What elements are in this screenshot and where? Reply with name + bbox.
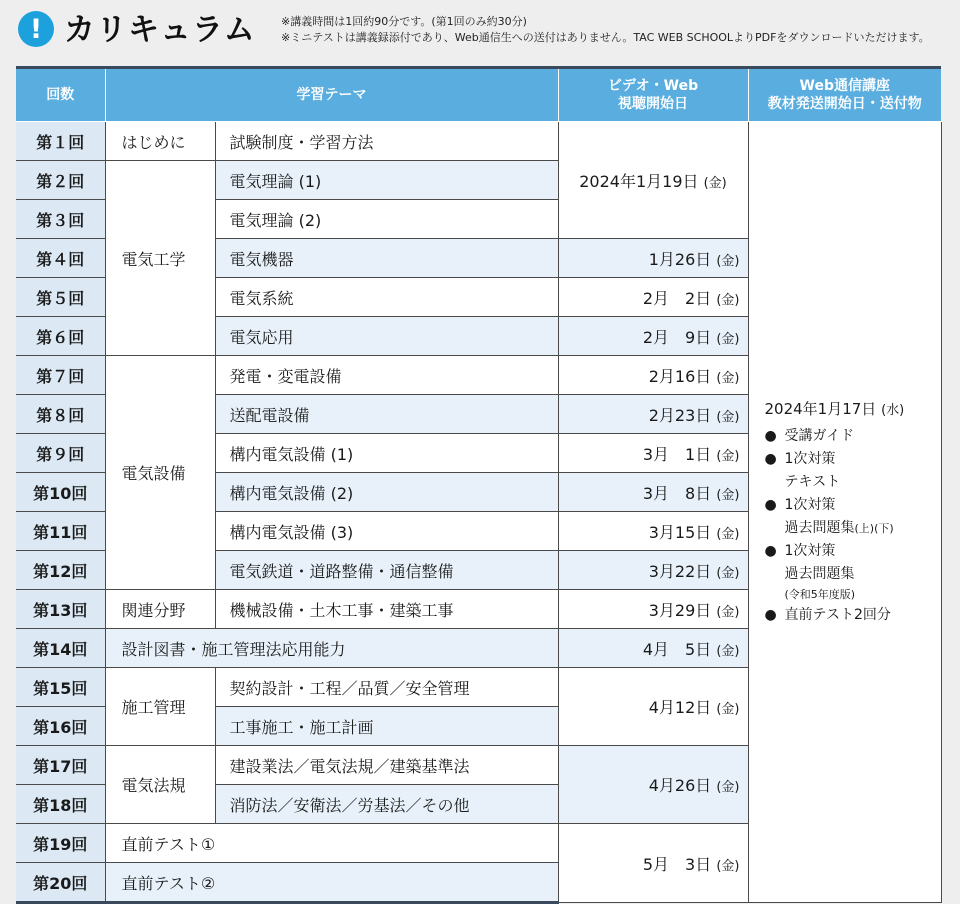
row-date-suffix: (金) — [716, 858, 740, 874]
web-materials — [748, 122, 941, 903]
note-1: ※講義時間は1回約90分です。(第1回のみ約30分) — [281, 15, 527, 28]
row-num: 第10回 — [16, 473, 105, 512]
row-date-suffix: (金) — [716, 331, 740, 347]
header-video-date — [558, 68, 748, 122]
row-num: 第16回 — [16, 707, 105, 746]
curriculum-table — [16, 66, 942, 904]
row-date — [558, 746, 748, 824]
row-num: 第８回 — [16, 395, 105, 434]
web-item — [765, 604, 941, 627]
row-date-suffix: (金) — [716, 253, 740, 269]
row-date-suffix: (金) — [716, 780, 740, 795]
row-date-value: 3月15日 — [648, 522, 712, 542]
row-category: はじめに — [105, 122, 215, 161]
row-num: 第14回 — [16, 629, 105, 668]
row-date-value: 4月 5日 — [642, 639, 712, 659]
row-date-value: 3月 1日 — [642, 444, 712, 464]
header-web-line2: 教材発送開始日・送付物 — [767, 96, 922, 112]
row-num: 第６回 — [16, 317, 105, 356]
row-date-value: 2月 9日 — [642, 327, 712, 347]
row-date-suffix: (金) — [716, 526, 740, 542]
row-date — [558, 356, 748, 395]
row-theme: 試験制度・学習方法 — [215, 122, 558, 161]
row-date-value: 2024年1月19日 — [579, 171, 699, 191]
web-item-line2: 過去問題集 — [784, 565, 855, 582]
row-num: 第１回 — [16, 122, 105, 161]
row-theme: 直前テスト② — [105, 863, 558, 903]
web-item-volumes: (上)(下) — [854, 521, 894, 535]
row-theme: 消防法／安衛法／労基法／その他 — [215, 785, 558, 824]
row-date — [558, 590, 748, 629]
row-date-value: 4月26日 — [648, 776, 712, 795]
row-date — [558, 824, 748, 903]
exclamation-icon: ! — [18, 11, 54, 47]
row-theme: 構内電気設備 (3) — [215, 512, 558, 551]
row-theme: 発電・変電設備 — [215, 356, 558, 395]
row-theme: 電気系統 — [215, 278, 558, 317]
row-theme: 工事施工・施工計画 — [215, 707, 558, 746]
row-date-suffix: (金) — [716, 448, 740, 464]
row-category: 電気設備 — [105, 356, 215, 590]
row-num: 第２回 — [16, 161, 105, 200]
header-web-line1: Web通信講座 — [799, 78, 890, 94]
web-date-suffix: (水) — [881, 402, 905, 418]
row-category: 電気工学 — [105, 161, 215, 356]
row-date-value: 5月 3日 — [642, 854, 712, 874]
row-num: 第19回 — [16, 824, 105, 863]
web-date-value: 2024年1月17日 — [764, 399, 877, 418]
row-num: 第５回 — [16, 278, 105, 317]
row-date-value: 2月16日 — [648, 366, 712, 386]
row-category: 電気法規 — [105, 746, 215, 824]
row-date-value: 2月 2日 — [642, 288, 712, 308]
row-num: 第20回 — [16, 863, 105, 903]
row-theme: 構内電気設備 (2) — [215, 473, 558, 512]
row-date-value: 2月23日 — [648, 405, 712, 425]
page-title: カリキュラム — [64, 12, 256, 48]
row-num: 第15回 — [16, 668, 105, 707]
row-date-value: 3月29日 — [648, 600, 712, 620]
row-num: 第18回 — [16, 785, 105, 824]
header-num: 回数 — [16, 68, 105, 122]
web-item — [765, 448, 941, 494]
row-theme: 設計図書・施工管理法応用能力 — [105, 629, 558, 668]
row-date — [558, 434, 748, 473]
row-num: 第11回 — [16, 512, 105, 551]
row-date-suffix: (金) — [716, 487, 740, 503]
web-item — [765, 425, 941, 448]
header-video-line1: ビデオ・Web — [607, 78, 699, 94]
row-num: 第９回 — [16, 434, 105, 473]
row-num: 第７回 — [16, 356, 105, 395]
row-theme: 機械設備・土木工事・建築工事 — [215, 590, 558, 629]
web-item — [765, 494, 941, 540]
bullet-icon: ● — [764, 427, 777, 444]
row-date — [558, 473, 748, 512]
row-date-value: 1月26日 — [648, 249, 712, 269]
row-theme: 電気機器 — [215, 239, 558, 278]
row-theme: 送配電設備 — [215, 395, 558, 434]
row-date-suffix: (金) — [716, 370, 740, 386]
row-date-suffix: (金) — [716, 565, 740, 581]
row-date-value: 3月 8日 — [642, 483, 712, 503]
header-web — [748, 68, 941, 122]
header-video-line2: 視聴開始日 — [618, 96, 688, 112]
web-item-label: 直前テスト2回分 — [784, 606, 891, 623]
bullet-icon: ● — [764, 496, 777, 513]
row-category: 施工管理 — [105, 668, 215, 746]
web-item-line2: テキスト — [784, 473, 841, 490]
notes — [281, 14, 930, 46]
row-date — [558, 629, 748, 668]
row-num: 第17回 — [16, 746, 105, 785]
bullet-icon: ● — [764, 450, 777, 467]
web-item-label: 1次対策 — [784, 542, 836, 559]
row-num: 第４回 — [16, 239, 105, 278]
web-item-line2: 過去問題集 — [784, 519, 855, 536]
row-theme: 電気応用 — [215, 317, 558, 356]
row-date-suffix: (金) — [716, 702, 740, 717]
row-num: 第13回 — [16, 590, 105, 629]
row-num: 第３回 — [16, 200, 105, 239]
table-row — [16, 122, 941, 161]
row-date — [558, 668, 748, 746]
web-item-label: 1次対策 — [784, 496, 836, 513]
bullet-icon: ● — [764, 542, 777, 559]
row-theme: 電気鉄道・道路整備・通信整備 — [215, 551, 558, 590]
row-date-suffix: (金) — [716, 643, 740, 659]
row-date — [558, 395, 748, 434]
row-theme: 電気理論 (1) — [215, 161, 558, 200]
row-date-value: 3月22日 — [648, 561, 712, 581]
web-item-label: 1次対策 — [784, 450, 836, 467]
row-date-suffix: (金) — [703, 175, 727, 191]
web-item-label: 受講ガイド — [784, 427, 855, 444]
row-date-suffix: (金) — [716, 409, 740, 425]
row-category: 関連分野 — [105, 590, 215, 629]
header-theme: 学習テーマ — [105, 68, 558, 122]
bullet-icon: ● — [764, 606, 777, 623]
row-date-value: 4月12日 — [648, 698, 712, 717]
web-start-date — [765, 398, 941, 419]
row-date — [558, 512, 748, 551]
row-date — [558, 122, 748, 239]
row-theme: 直前テスト① — [105, 824, 558, 863]
row-date — [558, 317, 748, 356]
row-theme: 構内電気設備 (1) — [215, 434, 558, 473]
row-num: 第12回 — [16, 551, 105, 590]
row-date — [558, 239, 748, 278]
web-item — [765, 540, 941, 604]
row-theme: 建設業法／電気法規／建築基準法 — [215, 746, 558, 785]
row-date — [558, 551, 748, 590]
web-item-edition: (令和5年度版) — [784, 587, 856, 601]
note-2: ※ミニテストは講義録添付であり、Web通信生への送付はありません。TAC WEB SCHOOLよりPDFをダウンロードいただけます。 — [281, 31, 930, 44]
row-theme: 契約設計・工程／品質／安全管理 — [215, 668, 558, 707]
row-theme: 電気理論 (2) — [215, 200, 558, 239]
row-date-suffix: (金) — [716, 292, 740, 308]
row-date-suffix: (金) — [716, 604, 740, 620]
row-date — [558, 278, 748, 317]
